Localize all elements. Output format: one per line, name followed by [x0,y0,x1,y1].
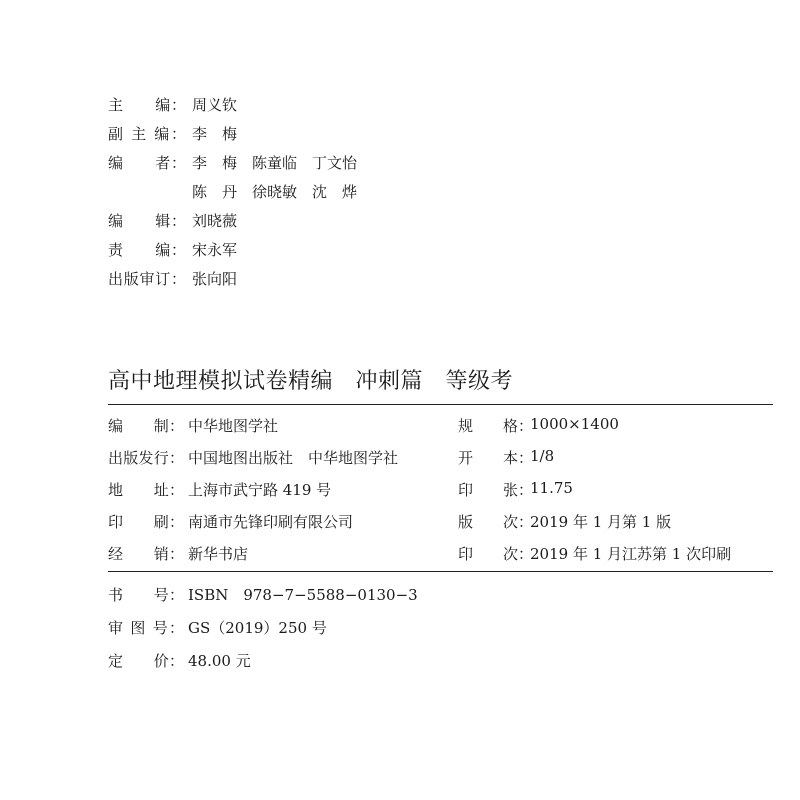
credit-label: 编 者： [108,154,186,172]
publication-label: 出版发行： [108,448,184,467]
book-title: 高中地理模拟试卷精编 冲刺篇 等级考 [108,369,514,394]
publication-row [108,505,773,537]
spec-label: 印 次： [458,544,534,563]
publication-label: 编 制： [108,416,184,435]
spec-value: 1/8 [530,446,555,465]
credit-value: 周义钦 [192,96,238,114]
credit-row [108,177,357,206]
credit-label: 主 编： [108,96,186,114]
credit-value: 陈 丹 徐晓敏 沈 烨 [192,183,358,201]
credit-label: 编 辑： [108,212,186,230]
spec-value: 1000×1400 [530,414,619,433]
publication-row [108,409,773,441]
credit-row [108,90,357,119]
credits-block [108,90,357,293]
credit-label: 副 主 编： [108,125,186,143]
credit-row [108,148,357,177]
publication-row [108,473,773,505]
publication-value: 新华书店 [188,544,249,563]
spec-label: 规 格： [458,416,534,435]
spec-value: 2019 年 1 月第 1 版 [530,512,672,531]
credit-value: 宋永军 [192,241,238,259]
credit-row [108,235,357,264]
publication-row [108,441,773,473]
map-review-value: GS（2019）250 号 [188,619,327,637]
credit-row [108,264,357,293]
publication-label: 印 刷： [108,512,184,531]
code-label: 书 号： [108,586,184,604]
credit-value: 李 梅 陈童临 丁文怡 [192,154,358,172]
isbn-value: ISBN 978−7−5588−0130−3 [188,586,418,604]
map-review-row [108,611,418,644]
publication-value: 上海市武宁路 419 号 [188,480,332,499]
spec-label: 印 张： [458,480,534,499]
publication-value: 中华地图学社 [188,416,279,435]
spec-value: 2019 年 1 月江苏第 1 次印刷 [530,544,732,563]
divider-bottom [108,571,773,572]
credit-value: 李 梅 [192,125,238,143]
publication-row [108,537,773,569]
credit-label: 责 编： [108,241,186,259]
publication-value: 中国地图出版社 中华地图学社 [188,448,399,467]
publication-label: 经 销： [108,544,184,563]
price-value: 48.00 元 [188,652,251,670]
publication-info [108,409,773,569]
codes-block [108,578,418,677]
spec-value: 11.75 [530,478,573,497]
credit-value: 张向阳 [192,270,238,288]
publication-value: 南通市先锋印刷有限公司 [188,512,354,531]
isbn-row [108,578,418,611]
credit-label: 出版审订： [108,270,186,288]
credit-row [108,206,357,235]
credit-row [108,119,357,148]
publication-label: 地 址： [108,480,184,499]
spec-label: 版 次： [458,512,534,531]
spec-label: 开 本： [458,448,534,467]
code-label: 定 价： [108,652,184,670]
code-label: 审 图 号： [108,619,184,637]
price-row [108,644,418,677]
divider-top [108,404,773,405]
credit-value: 刘晓薇 [192,212,238,230]
